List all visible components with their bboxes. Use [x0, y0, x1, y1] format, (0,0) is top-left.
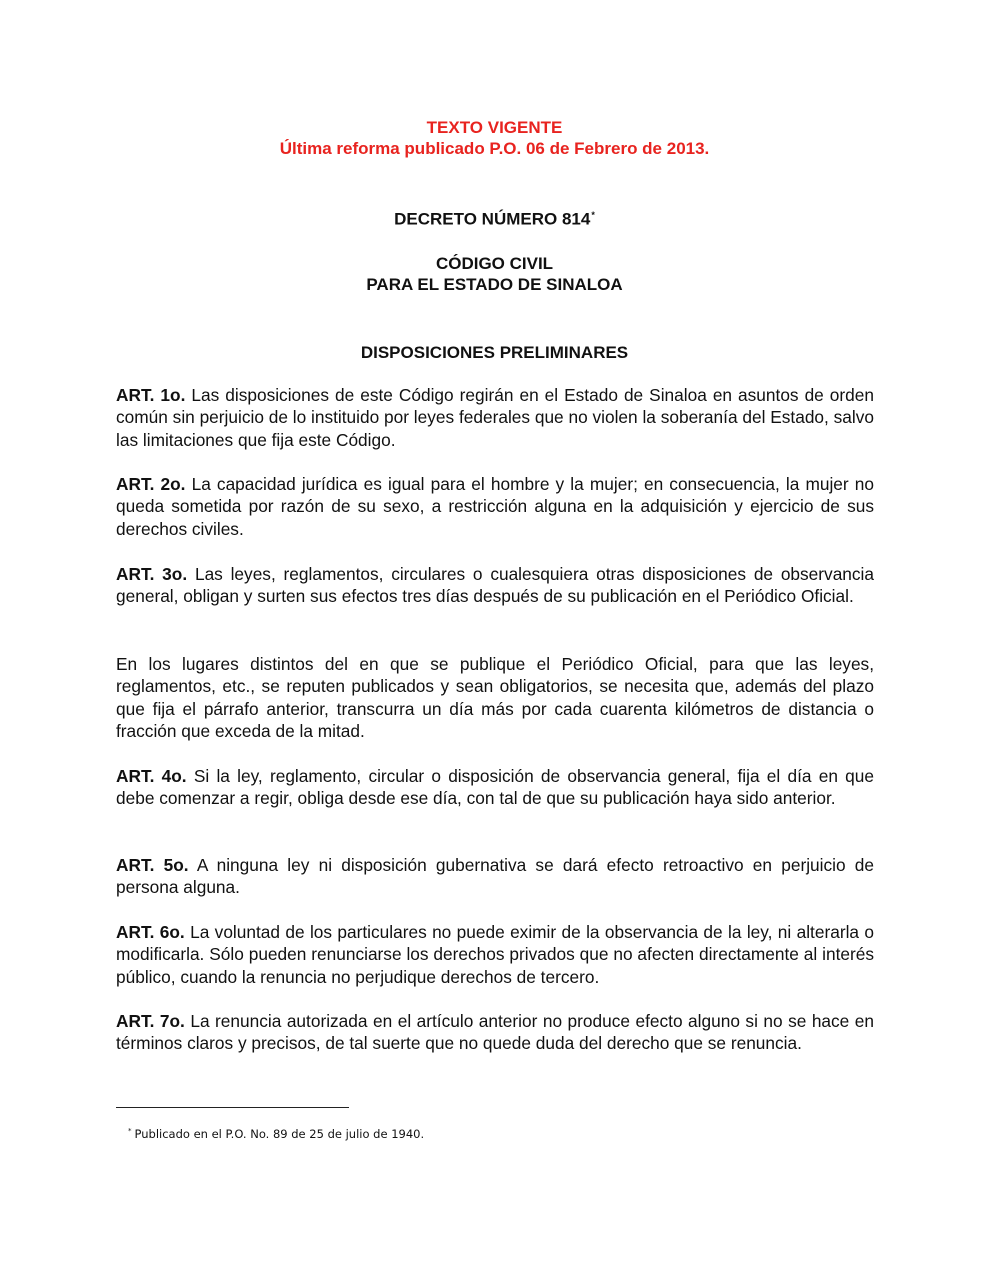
- status-heading: TEXTO VIGENTE: [426, 118, 563, 137]
- footnote: [128, 1124, 424, 1141]
- reform-date-heading: Última reforma publicado P.O. 06 de Febrero de 2013.: [279, 139, 710, 158]
- article-text: La capacidad jurídica es igual para el hombre y la mujer; en consecuencia, la mujer no queda sometida por razón de su sexo, a restricción alguna en la adquisición y ejercicio de sus derechos civiles.: [116, 474, 874, 539]
- decree-title-text: DECRETO NÚMERO 814: [394, 209, 591, 229]
- article-4: [116, 765, 874, 810]
- article-label: ART. 3o.: [116, 564, 188, 584]
- article-text: En los lugares distintos del en que se publique el Periódico Oficial, para que las leyes, reglamentos, etc., se reputen publicados y sean obligatorios, se necesita que, además del plazo que fija el párrafo anterior, transcurra un día más por cada cuarenta kilómetros de distancia o fracción que exceda de la mitad.: [116, 654, 874, 741]
- article-label: ART. 5o.: [116, 855, 189, 875]
- decree-title: [0, 205, 989, 230]
- footnote-text: Publicado en el P.O. No. 89 de 25 de julio de 1940.: [134, 1126, 425, 1141]
- section-title: DISPOSICIONES PRELIMINARES: [360, 343, 629, 362]
- article-2: [116, 473, 874, 540]
- article-label: ART. 2o.: [116, 474, 186, 494]
- article-3-paragraph-2: [116, 653, 874, 742]
- article-7: [116, 1010, 874, 1055]
- article-6: [116, 921, 874, 988]
- article-1: [116, 384, 874, 451]
- article-3: [116, 563, 874, 608]
- article-label: ART. 1o.: [116, 385, 186, 405]
- code-title-line2: PARA EL ESTADO DE SINALOA: [366, 275, 623, 294]
- article-text: La voluntad de los particulares no puede eximir de la observancia de la ley, ni alterarla o modificarla. Sólo pueden renunciarse los derechos privados que no afecten directamente al interés público, cuando la renuncia no perjudique derechos de tercero.: [116, 922, 874, 987]
- article-text: La renuncia autorizada en el artículo anterior no produce efecto alguno si no se hace en términos claros y precisos, de tal suerte que no quede duda del derecho que se renuncia.: [116, 1011, 874, 1054]
- article-text: Las disposiciones de este Código regirán en el Estado de Sinaloa en asuntos de orden común sin perjuicio de lo instituido por leyes federales que no violen la soberanía del Estado, salvo las limitaciones que fija este Código.: [116, 385, 874, 450]
- footnote-divider: [116, 1107, 349, 1108]
- article-text: A ninguna ley ni disposición gubernativa se dará efecto retroactivo en perjuicio de persona alguna.: [116, 855, 875, 898]
- article-text: Las leyes, reglamentos, circulares o cualesquiera otras disposiciones de observancia general, obligan y surten sus efectos tres días después de su publicación en el Periódico Oficial.: [116, 564, 875, 607]
- article-5: [116, 854, 874, 899]
- footnote-marker: *: [128, 1127, 132, 1135]
- article-label: ART. 6o.: [116, 922, 185, 942]
- article-text: Si la ley, reglamento, circular o disposición de observancia general, fija el día en que debe comenzar a regir, obliga desde ese día, con tal de que su publicación haya sido anterior.: [116, 766, 874, 809]
- article-label: ART. 4o.: [116, 766, 187, 786]
- code-title-line1: CÓDIGO CIVIL: [435, 254, 554, 273]
- decree-footnote-marker: *: [591, 210, 595, 220]
- header-block: [0, 117, 989, 159]
- article-label: ART. 7o.: [116, 1011, 185, 1031]
- code-title: [0, 253, 989, 295]
